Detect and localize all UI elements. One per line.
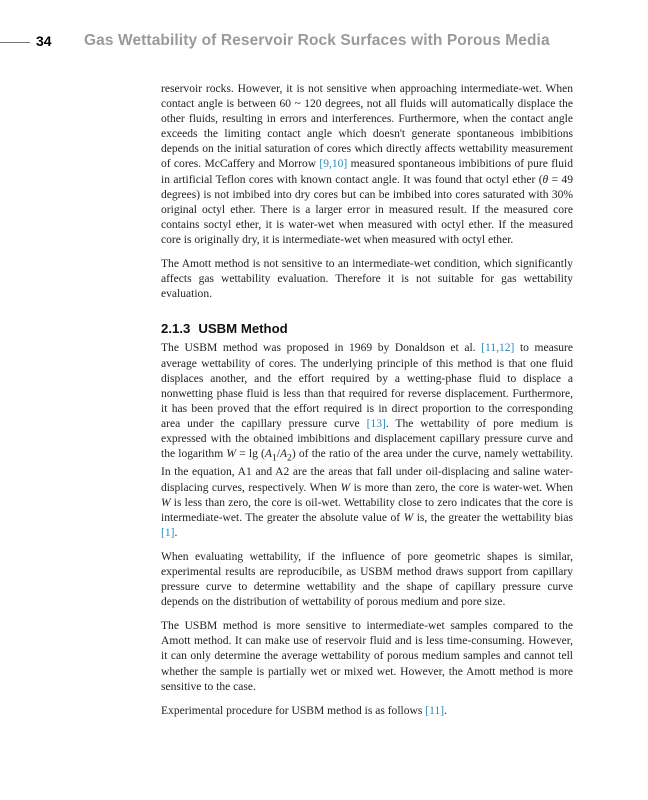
text-run: measured spontaneous imbibitions of pure fluid in artificial Teflon cores with known contact angle. It was found that octyl ether (	[161, 158, 574, 186]
section-heading	[161, 321, 573, 336]
page-number: 34	[36, 33, 52, 49]
text-run: The USBM method was proposed in 1969 by Donaldson et al.	[161, 342, 482, 355]
text-run: = lg (	[236, 448, 265, 461]
paragraph-1	[161, 82, 573, 248]
section-number: 2.1.3	[161, 321, 191, 337]
paragraph-3	[161, 341, 573, 541]
theta-symbol: θ	[542, 173, 549, 186]
text-run: Experimental procedure for USBM method is as follows	[161, 704, 426, 717]
text-run: .	[444, 704, 447, 717]
subscript: 2	[287, 452, 292, 464]
variable-w: W	[403, 511, 414, 524]
paragraph-4: When evaluating wettability, if the influence of pore geometric shapes is similar, experimental results are reproducibile, as USBM method draws support from capillary pressure curve to determine wettability and the shape of capillary pressure curve depends on the distribution of wettability of porous medium and pore size.	[161, 550, 573, 609]
section-title: USBM Method	[198, 321, 288, 337]
citation-link[interactable]: [9,10]	[319, 158, 348, 171]
text-run: is more than zero, the core is water-wet. When	[350, 481, 573, 494]
citation-link[interactable]: [11,12]	[481, 342, 515, 355]
header-rule	[0, 42, 30, 43]
text-run: is less than zero, the core is oil-wet. Wettability close to zero indicates that the core is intermediate-wet. The greater the absolute value of	[161, 496, 573, 524]
variable-w: W	[340, 481, 351, 494]
running-title: Gas Wettability of Reservoir Rock Surfaces with Porous Media	[84, 32, 550, 49]
text-run: is, the greater the wettability bias	[413, 511, 573, 524]
variable-w: W	[226, 448, 236, 461]
citation-link[interactable]: [13]	[366, 417, 386, 430]
text-run: . The wettability of pore medium is expressed with the obtained imbibitions and displacement capillary pressure curve and the logarithm	[161, 417, 573, 461]
citation-link[interactable]: [11]	[425, 704, 445, 717]
paragraph-6	[161, 704, 573, 719]
text-run: ) of the ratio of the area under the curve, namely wettability. In the equation, A1 and A2 are the areas that fall under oil-displacing and saline water-displacing curves, respectively. When	[161, 448, 573, 494]
paragraph-2: The Amott method is not sensitive to an intermediate-wet condition, which significantly affects gas wettability evaluation. Therefore it is not suitable for gas wettability evaluation.	[161, 258, 573, 301]
variable-a: A	[279, 448, 288, 461]
text-run: = 49 degrees) is not imbibed into dry cores but can be imbibed into cores saturated with 30% original octyl ether. There is a larger error in measured result. If the measured core contains soctyl ether, it is water-wet when measured with octyl ether. If the measured core is originally dry, it is intermediate-wet when measured with octyl ether.	[161, 173, 573, 246]
citation-link[interactable]: [1]	[161, 526, 175, 539]
variable-w: W	[161, 496, 171, 509]
variable-a: A	[264, 448, 272, 461]
paragraph-5: The USBM method is more sensitive to intermediate-wet samples compared to the Amott method. It can make use of reservoir fluid and is less time-consuming. However, it can only determine the average wettability of porous medium samples and cannot tell whether the sample is partially wet or mixed wet. However, the Amott method is more sensitive to the case.	[161, 620, 573, 693]
subscript: 1	[271, 452, 277, 464]
text-run: /	[276, 448, 280, 461]
text-run: to measure average wettability of cores. The underlying principle of this method is that one fluid displaces another, and the effort required by a wetting-phase fluid to displace a nonwetting phase fluid is less than that required for reverse displacement. Furthermore, it has been proved that the effort required is in direct proportion to the corresponding area under the capillary pressure curve	[161, 342, 573, 430]
text-run: reservoir rocks. However, it is not sensitive when approaching intermediate-wet. When contact angle is between 60 ~ 120 degrees, not all fluids will automatically displace the other fluids, resulting in errors and interferences. Furthermore, when the contact angle exceeds the limiting contact angle which doesn't generate spontaneous imbibitions depends on the initial saturation of cores which directly affects wettability measurement of cores. McCaffery and Morrow	[161, 83, 573, 171]
main-text	[161, 82, 573, 728]
text-run: .	[174, 526, 178, 539]
